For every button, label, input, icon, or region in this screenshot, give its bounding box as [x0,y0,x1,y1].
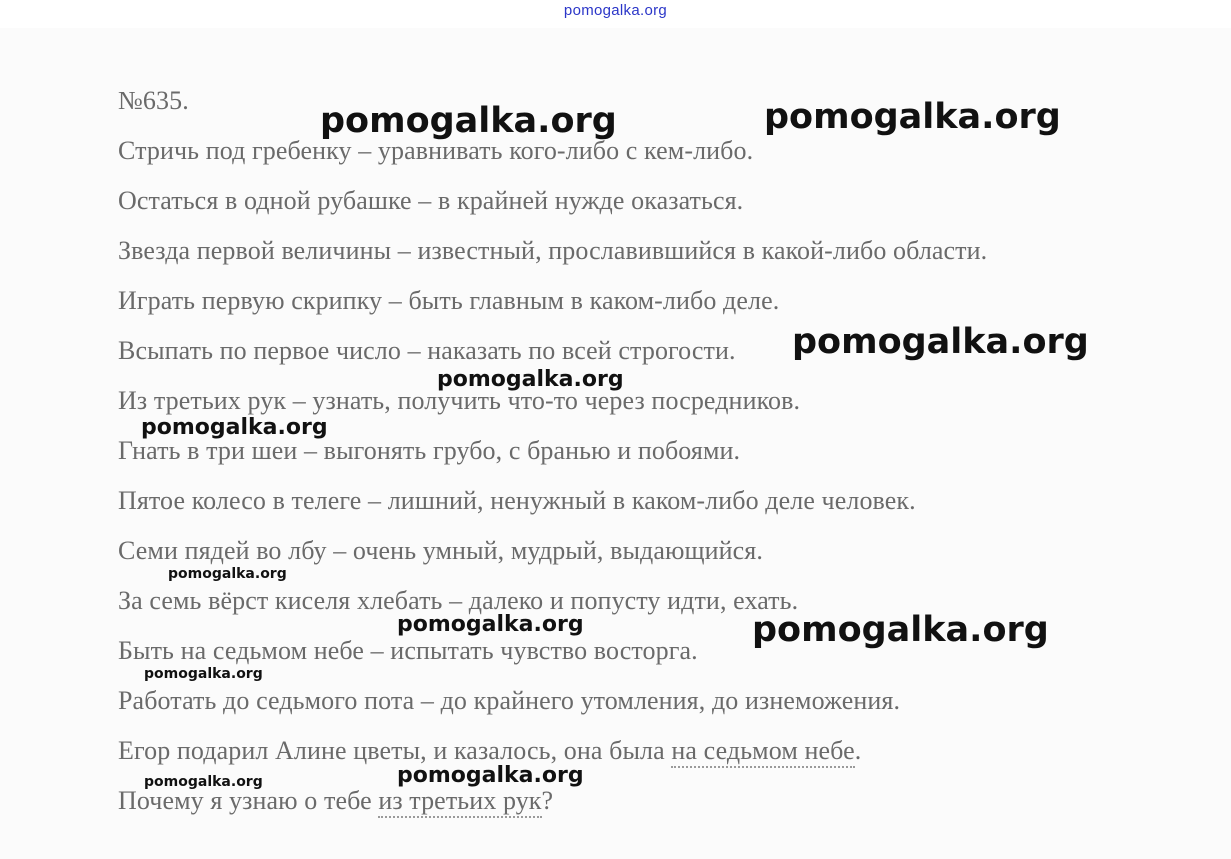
watermark: pomogalka.org [168,566,287,582]
idiom-line: Стричь под гребенку – уравнивать кого-либо с кем-либо. [118,136,754,165]
watermark: pomogalka.org [144,774,263,790]
highlighted-idiom: на седьмом небе [671,736,854,768]
idiom-line: Остаться в одной рубашке – в крайней нужде оказаться. [118,186,744,215]
idiom-line: Пятое колесо в телеге – лишний, ненужный в каком-либо деле человек. [118,486,916,515]
highlighted-idiom: из третьих рук [378,786,541,818]
idiom-line: Всыпать по первое число – наказать по всей строгости. [118,336,736,365]
example-text: . [854,736,862,765]
idiom-line: Работать до седьмого пота – до крайнего утомления, до изнеможения. [118,686,901,715]
example-text: Почему я узнаю о тебе [118,786,379,815]
watermark: pomogalka.org [792,322,1089,362]
watermark: pomogalka.org [752,610,1049,650]
example-sentence [118,736,861,766]
idiom-line: Играть первую скрипку – быть главным в каком-либо деле. [118,286,780,315]
idiom-line: Семи пядей во лбу – очень умный, мудрый, выдающийся. [118,536,763,565]
idiom-line: За семь вёрст киселя хлебать – далеко и попусту идти, ехать. [118,586,799,615]
watermark: pomogalka.org [397,763,584,788]
example-text: Егор подарил Алине цветы, и казалось, она была [118,736,672,765]
example-text: ? [541,786,554,815]
watermark: pomogalka.org [437,367,624,392]
example-sentence [118,786,553,816]
idiom-line: Из третьих рук – узнать, получить что-то через посредников. [118,386,801,415]
idiom-line: Быть на седьмом небе – испытать чувство восторга. [118,636,698,665]
watermark: pomogalka.org [320,101,617,141]
exercise-number: №635. [118,86,189,115]
watermark: pomogalka.org [764,97,1061,137]
watermark: pomogalka.org [144,666,263,682]
watermark: pomogalka.org [141,415,328,440]
watermark: pomogalka.org [397,612,584,637]
idiom-line: Гнать в три шеи – выгонять грубо, с бранью и побоями. [118,436,741,465]
idiom-line: Звезда первой величины – известный, прославившийся в какой-либо области. [118,236,988,265]
site-link[interactable]: pomogalka.org [563,2,668,19]
